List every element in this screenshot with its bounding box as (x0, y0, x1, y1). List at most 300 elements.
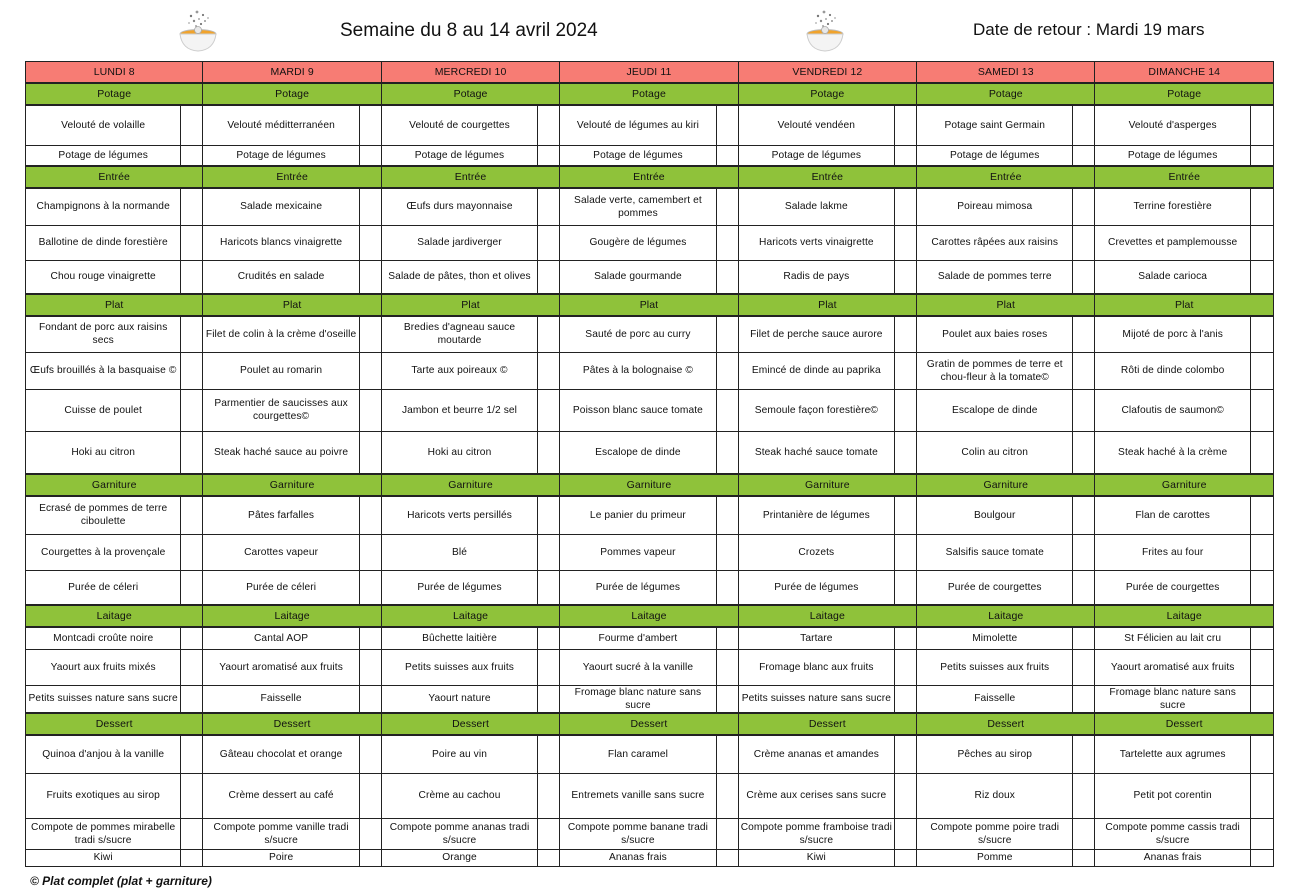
choice-checkbox-cell[interactable] (716, 352, 738, 389)
menu-item: Fondant de porc aux raisins secs (26, 316, 181, 352)
choice-checkbox-cell[interactable] (181, 627, 203, 649)
menu-item: Hoki au citron (26, 431, 181, 474)
category-header: Entrée (26, 166, 203, 188)
choice-checkbox-cell[interactable] (1073, 849, 1095, 866)
choice-checkbox-cell[interactable] (181, 849, 203, 866)
choice-checkbox-cell[interactable] (181, 105, 203, 145)
menu-row (26, 260, 1274, 294)
menu-item: Salade jardiverger (381, 225, 537, 260)
choice-checkbox-cell[interactable] (716, 627, 738, 649)
menu-item: Filet de perche sauce aurore (738, 316, 894, 352)
choice-checkbox-cell[interactable] (181, 431, 203, 474)
choice-checkbox-cell[interactable] (1073, 188, 1095, 225)
menu-item: Pâtes farfalles (203, 496, 359, 534)
menu-item: Fruits exotiques au sirop (26, 773, 181, 818)
choice-checkbox-cell[interactable] (1073, 105, 1095, 145)
menu-item: Mijoté de porc à l'anis (1095, 316, 1250, 352)
menu-item: Courgettes à la provençale (26, 534, 181, 570)
category-header-row (26, 166, 1274, 188)
menu-item: Bredies d'agneau sauce moutarde (381, 316, 537, 352)
choice-checkbox-cell[interactable] (1073, 649, 1095, 685)
menu-item: Yaourt nature (381, 685, 537, 713)
choice-checkbox-cell[interactable] (181, 316, 203, 352)
menu-item: Salade de pâtes, thon et olives (381, 260, 537, 294)
menu-item: Semoule façon forestière© (738, 389, 894, 431)
choice-checkbox-cell[interactable] (895, 431, 917, 474)
choice-checkbox-cell[interactable] (1250, 496, 1273, 534)
menu-item: Steak haché sauce tomate (738, 431, 894, 474)
menu-item: Petits suisses nature sans sucre (738, 685, 894, 713)
category-header: Garniture (1095, 474, 1274, 496)
day-header: MERCREDI 10 (381, 62, 559, 84)
choice-checkbox-cell[interactable] (538, 849, 560, 866)
menu-item: Œufs brouillés à la basquaise © (26, 352, 181, 389)
choice-checkbox-cell[interactable] (895, 685, 917, 713)
choice-checkbox-cell[interactable] (538, 352, 560, 389)
menu-item: Orange (381, 849, 537, 866)
category-header: Plat (26, 294, 203, 316)
choice-checkbox-cell[interactable] (716, 735, 738, 773)
choice-checkbox-cell[interactable] (359, 389, 381, 431)
choice-checkbox-cell[interactable] (538, 685, 560, 713)
category-header: Plat (560, 294, 738, 316)
choice-checkbox-cell[interactable] (538, 818, 560, 849)
choice-checkbox-cell[interactable] (181, 818, 203, 849)
menu-item: Steak haché sauce au poivre (203, 431, 359, 474)
soup-bowl-icon (177, 8, 219, 56)
category-header: Dessert (26, 713, 203, 735)
choice-checkbox-cell[interactable] (538, 389, 560, 431)
menu-item: Fromage blanc aux fruits (738, 649, 894, 685)
menu-item: Ecrasé de pommes de terre ciboulette (26, 496, 181, 534)
category-header: Plat (381, 294, 559, 316)
category-header: Garniture (203, 474, 381, 496)
category-header-row (26, 83, 1274, 105)
menu-item: Petit pot corentin (1095, 773, 1250, 818)
menu-item: Velouté d'asperges (1095, 105, 1250, 145)
menu-item: Fromage blanc nature sans sucre (560, 685, 716, 713)
category-header: Laitage (917, 605, 1095, 627)
choice-checkbox-cell[interactable] (359, 849, 381, 866)
category-header: Laitage (203, 605, 381, 627)
choice-checkbox-cell[interactable] (1073, 627, 1095, 649)
choice-checkbox-cell[interactable] (1250, 188, 1273, 225)
choice-checkbox-cell[interactable] (359, 316, 381, 352)
choice-checkbox-cell[interactable] (359, 570, 381, 605)
choice-checkbox-cell[interactable] (716, 145, 738, 166)
choice-checkbox-cell[interactable] (1250, 260, 1273, 294)
choice-checkbox-cell[interactable] (1073, 773, 1095, 818)
choice-checkbox-cell[interactable] (538, 627, 560, 649)
menu-item: Colin au citron (917, 431, 1073, 474)
choice-checkbox-cell[interactable] (716, 649, 738, 685)
choice-checkbox-cell[interactable] (181, 225, 203, 260)
category-header: Laitage (1095, 605, 1274, 627)
menu-item: Flan caramel (560, 735, 716, 773)
choice-checkbox-cell[interactable] (359, 188, 381, 225)
category-header: Dessert (203, 713, 381, 735)
menu-item: Crème ananas et amandes (738, 735, 894, 773)
menu-item: Escalope de dinde (917, 389, 1073, 431)
menu-item: Hoki au citron (381, 431, 537, 474)
category-header-row (26, 294, 1274, 316)
menu-item: Clafoutis de saumon© (1095, 389, 1250, 431)
menu-item: Haricots verts persillés (381, 496, 537, 534)
day-header: MARDI 9 (203, 62, 381, 84)
choice-checkbox-cell[interactable] (716, 818, 738, 849)
menu-item: Poulet aux baies roses (917, 316, 1073, 352)
choice-checkbox-cell[interactable] (181, 145, 203, 166)
choice-checkbox-cell[interactable] (895, 316, 917, 352)
menu-item: Haricots verts vinaigrette (738, 225, 894, 260)
choice-checkbox-cell[interactable] (359, 818, 381, 849)
choice-checkbox-cell[interactable] (1250, 818, 1273, 849)
menu-item: Frites au four (1095, 534, 1250, 570)
choice-checkbox-cell[interactable] (538, 188, 560, 225)
menu-item: Crème dessert au café (203, 773, 359, 818)
choice-checkbox-cell[interactable] (1073, 145, 1095, 166)
category-header-row (26, 713, 1274, 735)
menu-row (26, 225, 1274, 260)
category-header-row (26, 605, 1274, 627)
choice-checkbox-cell[interactable] (1250, 352, 1273, 389)
choice-checkbox-cell[interactable] (359, 649, 381, 685)
menu-item: Cuisse de poulet (26, 389, 181, 431)
choice-checkbox-cell[interactable] (895, 818, 917, 849)
menu-item: Boulgour (917, 496, 1073, 534)
menu-item: Printanière de légumes (738, 496, 894, 534)
category-header: Dessert (738, 713, 916, 735)
menu-row (26, 534, 1274, 570)
choice-checkbox-cell[interactable] (1250, 773, 1273, 818)
choice-checkbox-cell[interactable] (359, 735, 381, 773)
choice-checkbox-cell[interactable] (1073, 225, 1095, 260)
menu-item: Œufs durs mayonnaise (381, 188, 537, 225)
return-date: Date de retour : Mardi 19 mars (973, 20, 1205, 39)
menu-item: Fromage blanc nature sans sucre (1095, 685, 1250, 713)
choice-checkbox-cell[interactable] (716, 389, 738, 431)
category-header: Laitage (26, 605, 203, 627)
menu-item: Purée de légumes (738, 570, 894, 605)
category-header: Potage (26, 83, 203, 105)
choice-checkbox-cell[interactable] (1073, 735, 1095, 773)
menu-item: Crème aux cerises sans sucre (738, 773, 894, 818)
choice-checkbox-cell[interactable] (538, 496, 560, 534)
choice-checkbox-cell[interactable] (1073, 818, 1095, 849)
menu-row (26, 316, 1274, 352)
day-header: SAMEDI 13 (917, 62, 1095, 84)
choice-checkbox-cell[interactable] (895, 534, 917, 570)
day-header-row (26, 62, 1274, 84)
choice-checkbox-cell[interactable] (895, 188, 917, 225)
choice-checkbox-cell[interactable] (359, 534, 381, 570)
choice-checkbox-cell[interactable] (716, 260, 738, 294)
category-header: Plat (738, 294, 916, 316)
menu-item: Steak haché à la crème (1095, 431, 1250, 474)
menu-item: Parmentier de saucisses aux courgettes© (203, 389, 359, 431)
menu-item: Salade gourmande (560, 260, 716, 294)
choice-checkbox-cell[interactable] (1073, 570, 1095, 605)
choice-checkbox-cell[interactable] (716, 849, 738, 866)
choice-checkbox-cell[interactable] (716, 225, 738, 260)
choice-checkbox-cell[interactable] (895, 260, 917, 294)
menu-item: Crozets (738, 534, 894, 570)
menu-item: Potage de légumes (203, 145, 359, 166)
choice-checkbox-cell[interactable] (895, 145, 917, 166)
choice-checkbox-cell[interactable] (1250, 849, 1273, 866)
category-header: Laitage (738, 605, 916, 627)
choice-checkbox-cell[interactable] (895, 389, 917, 431)
choice-checkbox-cell[interactable] (1250, 431, 1273, 474)
category-header: Garniture (26, 474, 203, 496)
menu-item: Pommes vapeur (560, 534, 716, 570)
category-header: Potage (381, 83, 559, 105)
choice-checkbox-cell[interactable] (1250, 145, 1273, 166)
menu-item: Gâteau chocolat et orange (203, 735, 359, 773)
choice-checkbox-cell[interactable] (538, 225, 560, 260)
category-header: Potage (203, 83, 381, 105)
choice-checkbox-cell[interactable] (1073, 534, 1095, 570)
choice-checkbox-cell[interactable] (895, 225, 917, 260)
menu-item: Compote pomme poire tradi s/sucre (917, 818, 1073, 849)
category-header: Dessert (917, 713, 1095, 735)
menu-item: Filet de colin à la crème d'oseille (203, 316, 359, 352)
choice-checkbox-cell[interactable] (1073, 431, 1095, 474)
menu-row (26, 685, 1274, 713)
choice-checkbox-cell[interactable] (895, 627, 917, 649)
menu-item: Velouté de volaille (26, 105, 181, 145)
menu-item: Salade carioca (1095, 260, 1250, 294)
menu-row (26, 570, 1274, 605)
choice-checkbox-cell[interactable] (716, 188, 738, 225)
menu-item: Quinoa d'anjou à la vanille (26, 735, 181, 773)
choice-checkbox-cell[interactable] (181, 649, 203, 685)
choice-checkbox-cell[interactable] (895, 773, 917, 818)
category-header: Garniture (738, 474, 916, 496)
menu-item: Purée de légumes (560, 570, 716, 605)
choice-checkbox-cell[interactable] (359, 105, 381, 145)
menu-row (26, 105, 1274, 145)
menu-item: Compote pomme framboise tradi s/sucre (738, 818, 894, 849)
day-header: DIMANCHE 14 (1095, 62, 1274, 84)
choice-checkbox-cell[interactable] (1250, 649, 1273, 685)
choice-checkbox-cell[interactable] (1073, 260, 1095, 294)
menu-item: Salsifis sauce tomate (917, 534, 1073, 570)
menu-item: Yaourt aromatisé aux fruits (203, 649, 359, 685)
choice-checkbox-cell[interactable] (359, 627, 381, 649)
choice-checkbox-cell[interactable] (538, 735, 560, 773)
choice-checkbox-cell[interactable] (359, 496, 381, 534)
menu-item: Velouté de légumes au kiri (560, 105, 716, 145)
choice-checkbox-cell[interactable] (181, 534, 203, 570)
menu-item: St Félicien au lait cru (1095, 627, 1250, 649)
choice-checkbox-cell[interactable] (538, 534, 560, 570)
category-header: Plat (917, 294, 1095, 316)
menu-item: Potage saint Germain (917, 105, 1073, 145)
choice-checkbox-cell[interactable] (895, 849, 917, 866)
menu-row (26, 188, 1274, 225)
menu-item: Ballotine de dinde forestière (26, 225, 181, 260)
choice-checkbox-cell[interactable] (1250, 735, 1273, 773)
menu-row (26, 849, 1274, 866)
menu-item: Entremets vanille sans sucre (560, 773, 716, 818)
menu-item: Radis de pays (738, 260, 894, 294)
menu-item: Velouté méditterranéen (203, 105, 359, 145)
category-header: Dessert (381, 713, 559, 735)
choice-checkbox-cell[interactable] (716, 534, 738, 570)
choice-checkbox-cell[interactable] (716, 496, 738, 534)
category-header: Garniture (917, 474, 1095, 496)
choice-checkbox-cell[interactable] (716, 570, 738, 605)
category-header: Garniture (381, 474, 559, 496)
choice-checkbox-cell[interactable] (359, 773, 381, 818)
choice-checkbox-cell[interactable] (895, 352, 917, 389)
category-header: Dessert (560, 713, 738, 735)
category-header: Entrée (560, 166, 738, 188)
choice-checkbox-cell[interactable] (538, 145, 560, 166)
menu-item: Blé (381, 534, 537, 570)
menu-item: Purée de céleri (203, 570, 359, 605)
choice-checkbox-cell[interactable] (359, 431, 381, 474)
menu-row (26, 627, 1274, 649)
choice-checkbox-cell[interactable] (895, 105, 917, 145)
choice-checkbox-cell[interactable] (716, 316, 738, 352)
menu-item: Petits suisses nature sans sucre (26, 685, 181, 713)
menu-item: Riz doux (917, 773, 1073, 818)
menu-item: Potage de légumes (917, 145, 1073, 166)
choice-checkbox-cell[interactable] (538, 773, 560, 818)
choice-checkbox-cell[interactable] (181, 352, 203, 389)
choice-checkbox-cell[interactable] (359, 225, 381, 260)
menu-item: Salade de pommes terre (917, 260, 1073, 294)
menu-item: Kiwi (738, 849, 894, 866)
menu-item: Fourme d'ambert (560, 627, 716, 649)
menu-item: Mimolette (917, 627, 1073, 649)
choice-checkbox-cell[interactable] (1250, 225, 1273, 260)
menu-item: Compote pomme ananas tradi s/sucre (381, 818, 537, 849)
menu-item: Potage de légumes (381, 145, 537, 166)
category-header: Garniture (560, 474, 738, 496)
menu-item: Cantal AOP (203, 627, 359, 649)
menu-item: Purée de légumes (381, 570, 537, 605)
category-header: Potage (1095, 83, 1274, 105)
choice-checkbox-cell[interactable] (1250, 570, 1273, 605)
choice-checkbox-cell[interactable] (895, 496, 917, 534)
choice-checkbox-cell[interactable] (359, 352, 381, 389)
choice-checkbox-cell[interactable] (716, 105, 738, 145)
menu-item: Terrine forestière (1095, 188, 1250, 225)
menu-row (26, 773, 1274, 818)
choice-checkbox-cell[interactable] (181, 389, 203, 431)
choice-checkbox-cell[interactable] (895, 570, 917, 605)
menu-item: Haricots blancs vinaigrette (203, 225, 359, 260)
category-header: Plat (203, 294, 381, 316)
choice-checkbox-cell[interactable] (716, 431, 738, 474)
choice-checkbox-cell[interactable] (1073, 685, 1095, 713)
menu-row (26, 649, 1274, 685)
menu-item: Potage de légumes (1095, 145, 1250, 166)
choice-checkbox-cell[interactable] (181, 496, 203, 534)
menu-item: Poire au vin (381, 735, 537, 773)
menu-item: Yaourt aromatisé aux fruits (1095, 649, 1250, 685)
category-header: Potage (560, 83, 738, 105)
choice-checkbox-cell[interactable] (716, 773, 738, 818)
choice-checkbox-cell[interactable] (1250, 627, 1273, 649)
menu-item: Emincé de dinde au paprika (738, 352, 894, 389)
choice-checkbox-cell[interactable] (359, 685, 381, 713)
choice-checkbox-cell[interactable] (181, 773, 203, 818)
choice-checkbox-cell[interactable] (181, 188, 203, 225)
menu-item: Yaourt sucré à la vanille (560, 649, 716, 685)
choice-checkbox-cell[interactable] (895, 735, 917, 773)
choice-checkbox-cell[interactable] (538, 570, 560, 605)
choice-checkbox-cell[interactable] (538, 105, 560, 145)
choice-checkbox-cell[interactable] (181, 735, 203, 773)
menu-item: Tartare (738, 627, 894, 649)
menu-item: Compote pomme banane tradi s/sucre (560, 818, 716, 849)
choice-checkbox-cell[interactable] (1250, 316, 1273, 352)
menu-item: Pomme (917, 849, 1073, 866)
menu-item: Crevettes et pamplemousse (1095, 225, 1250, 260)
menu-item: Velouté de courgettes (381, 105, 537, 145)
menu-item: Purée de courgettes (917, 570, 1073, 605)
choice-checkbox-cell[interactable] (1250, 534, 1273, 570)
day-header: JEUDI 11 (560, 62, 738, 84)
choice-checkbox-cell[interactable] (1073, 389, 1095, 431)
menu-item: Tarte aux poireaux © (381, 352, 537, 389)
choice-checkbox-cell[interactable] (538, 260, 560, 294)
choice-checkbox-cell[interactable] (1250, 389, 1273, 431)
choice-checkbox-cell[interactable] (1073, 352, 1095, 389)
choice-checkbox-cell[interactable] (538, 649, 560, 685)
choice-checkbox-cell[interactable] (181, 570, 203, 605)
menu-item: Montcadi croûte noire (26, 627, 181, 649)
menu-item: Crudités en salade (203, 260, 359, 294)
menu-item: Compote pomme vanille tradi s/sucre (203, 818, 359, 849)
menu-item: Faisselle (917, 685, 1073, 713)
choice-checkbox-cell[interactable] (359, 145, 381, 166)
choice-checkbox-cell[interactable] (895, 649, 917, 685)
menu-item: Chou rouge vinaigrette (26, 260, 181, 294)
menu-row (26, 145, 1274, 166)
choice-checkbox-cell[interactable] (1073, 496, 1095, 534)
choice-checkbox-cell[interactable] (181, 685, 203, 713)
menu-item: Petits suisses aux fruits (917, 649, 1073, 685)
choice-checkbox-cell[interactable] (1073, 316, 1095, 352)
choice-checkbox-cell[interactable] (538, 316, 560, 352)
menu-item: Poireau mimosa (917, 188, 1073, 225)
category-header: Entrée (1095, 166, 1274, 188)
category-header: Dessert (1095, 713, 1274, 735)
menu-item: Carottes râpées aux raisins (917, 225, 1073, 260)
menu-row (26, 818, 1274, 849)
category-header: Entrée (381, 166, 559, 188)
choice-checkbox-cell[interactable] (1250, 685, 1273, 713)
choice-checkbox-cell[interactable] (1250, 105, 1273, 145)
menu-item: Le panier du primeur (560, 496, 716, 534)
choice-checkbox-cell[interactable] (538, 431, 560, 474)
category-header: Laitage (381, 605, 559, 627)
category-header: Laitage (560, 605, 738, 627)
category-header: Potage (738, 83, 916, 105)
choice-checkbox-cell[interactable] (181, 260, 203, 294)
category-header-row (26, 474, 1274, 496)
menu-item: Jambon et beurre 1/2 sel (381, 389, 537, 431)
choice-checkbox-cell[interactable] (359, 260, 381, 294)
category-header: Potage (917, 83, 1095, 105)
menu-row (26, 431, 1274, 474)
choice-checkbox-cell[interactable] (716, 685, 738, 713)
